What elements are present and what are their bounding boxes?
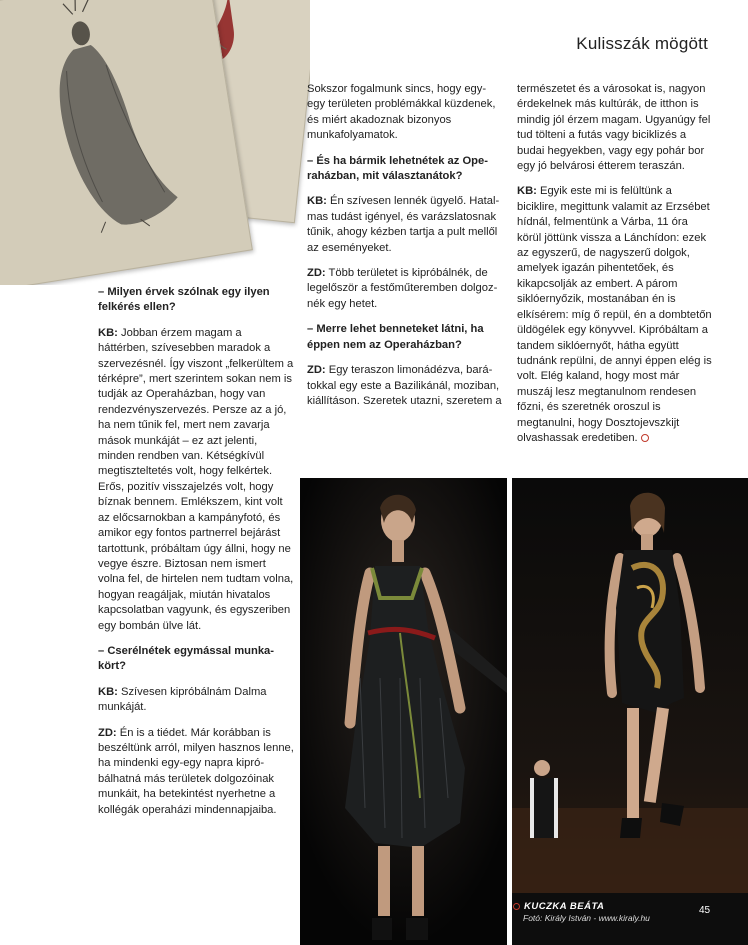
circle-bullet-icon bbox=[513, 903, 520, 910]
speaker-initials: ZD: bbox=[307, 364, 326, 377]
author-credit bbox=[513, 901, 604, 912]
answer-text: Több területet is kipróbálnék, de legelőször a festőműteremben dolgoznék egy hetet. bbox=[307, 267, 498, 310]
speaker-initials: KB: bbox=[307, 195, 327, 208]
runway-photo-right bbox=[512, 478, 748, 893]
answer-text: Szívesen kipróbálnám Dalma munkáját. bbox=[98, 685, 267, 714]
speaker-initials: ZD: bbox=[98, 726, 117, 739]
speaker-initials: ZD: bbox=[307, 267, 326, 280]
speaker-initials: KB: bbox=[98, 326, 118, 339]
photo-credit: Fotó: Király István - www.kiraly.hu bbox=[523, 913, 650, 923]
sketch-front bbox=[0, 0, 253, 285]
text-column-1 bbox=[98, 285, 294, 828]
answer-text: Egy teraszon limonádézva, barátokkal egy este a Bazilikánál, moziban, kiállításon. Szeretek utazni, szeretem a bbox=[307, 364, 502, 407]
paragraph: Sokszor fogalmunk sincs, hogy egy-egy területen problémákkal küzdenek, és miért akadoznak bizonyos munkafolyamatok. bbox=[307, 83, 496, 142]
question: – Milyen érvek szólnak egy ilyen felkérés ellen? bbox=[98, 286, 270, 314]
answer-text: Én is a tiédet. Már korábban is beszéltünk arról, milyen hasznos lenne, ha mindenki egy-egy napra kipróbálhatná más területek dolgozóinak munkáit, ha betekintést nyerhetne a kollégák operaházi mindennapjaiba. bbox=[98, 726, 294, 816]
speaker-initials: KB: bbox=[517, 185, 537, 198]
answer bbox=[307, 363, 502, 409]
answer bbox=[98, 326, 294, 634]
answer-text: Jobban érzem magam a háttérben, szívesebben maradok a szervezésnél. Így viszont „felkerültem a térképre”, mert szerintem sokan nem is tudják az Operaházban, hogy van rendezvényszervezés. Persze az a jó, ha nem tűnik fel, mert nem zavarja mások munkáját – ez azt jelenti, minden rendben van. Kétségkívül megtiszteltetés volt, hogy felkértek. Erős, pozitív visszajelzés volt, hogy bíznak bennem. Emlékszem, kint volt az előcsarnokban a kampányfotó, és amikor egy fontos partnerrel bejárást tartottunk, próbáltam úgy állni, hogy ne vegye észre. Biztosan nem ismert volna fel, de hirtelen nem tudtam volna, hogyan reagáljak, miután hivatalos kapcsolatban vagyunk, és egyszeriben egy bombán ülve lát. bbox=[98, 326, 294, 632]
author-name: KUCZKA BEÁTA bbox=[524, 901, 605, 912]
text-column-3 bbox=[517, 82, 715, 456]
end-of-article-icon bbox=[641, 434, 649, 442]
text-column-2 bbox=[307, 82, 502, 419]
runway-photo-left bbox=[300, 478, 507, 945]
answer-text: Egyik este mi is felültünk a biciklire, megittunk valamit az Erzsébet hídnál, felmentünk a Várba, 11 óra körül jöttünk vissza a Lánchídon: ezek az egyszerű, de nagyszerű dolgok, amelyek igazán pihentetőek, és kikapcsolják az embert. A párom siklóernyőzik, mostanában én is elkísérem: míg ő repül, én a dombtetőn üldögélek egy könyvvel. Kipróbáltam a tandem siklóernyőt, hátha együtt tudnánk repülni, de annyi éppen elég is volt. Elég kaland, hogy most már muszáj lesz megtanulnom rendesen főzni, és szeretnék oroszul is megtanulni, hogy Dosztojevszkijt olvashassak eredetiben. bbox=[517, 185, 712, 444]
answer bbox=[307, 194, 502, 256]
question: – Cserélnétek egymással munkakört? bbox=[98, 644, 274, 673]
question: – Merre lehet benneteket látni, ha éppen nem az Operaházban? bbox=[307, 323, 484, 351]
speaker-initials: KB: bbox=[98, 685, 118, 698]
answer bbox=[307, 266, 502, 312]
costume-sketches-image bbox=[0, 0, 310, 285]
section-title: Kulisszák mögött bbox=[576, 34, 708, 53]
answer-text: Én szívesen lennék ügyelő. Hatalmas tudást igényel, és varázslatosnak tűnik, ahogy kézben tartja a pult mellől az eseményeket. bbox=[307, 195, 500, 254]
answer bbox=[98, 685, 294, 716]
page-number: 45 bbox=[699, 905, 711, 916]
answer bbox=[98, 726, 294, 818]
question: – És ha bármik lehetnétek az Operaházban, mit választanátok? bbox=[307, 154, 488, 183]
answer bbox=[517, 184, 715, 446]
paragraph: természetet és a városokat is, nagyon érdekelnek más kultúrák, de itthon is mindig jól érzem magam. Ugyanúgy fel tud tölteni a futás vagy biciklizés a budai hegyekben, vagy egy pohár bor egy jó belvárosi étterem teraszán. bbox=[517, 83, 711, 173]
